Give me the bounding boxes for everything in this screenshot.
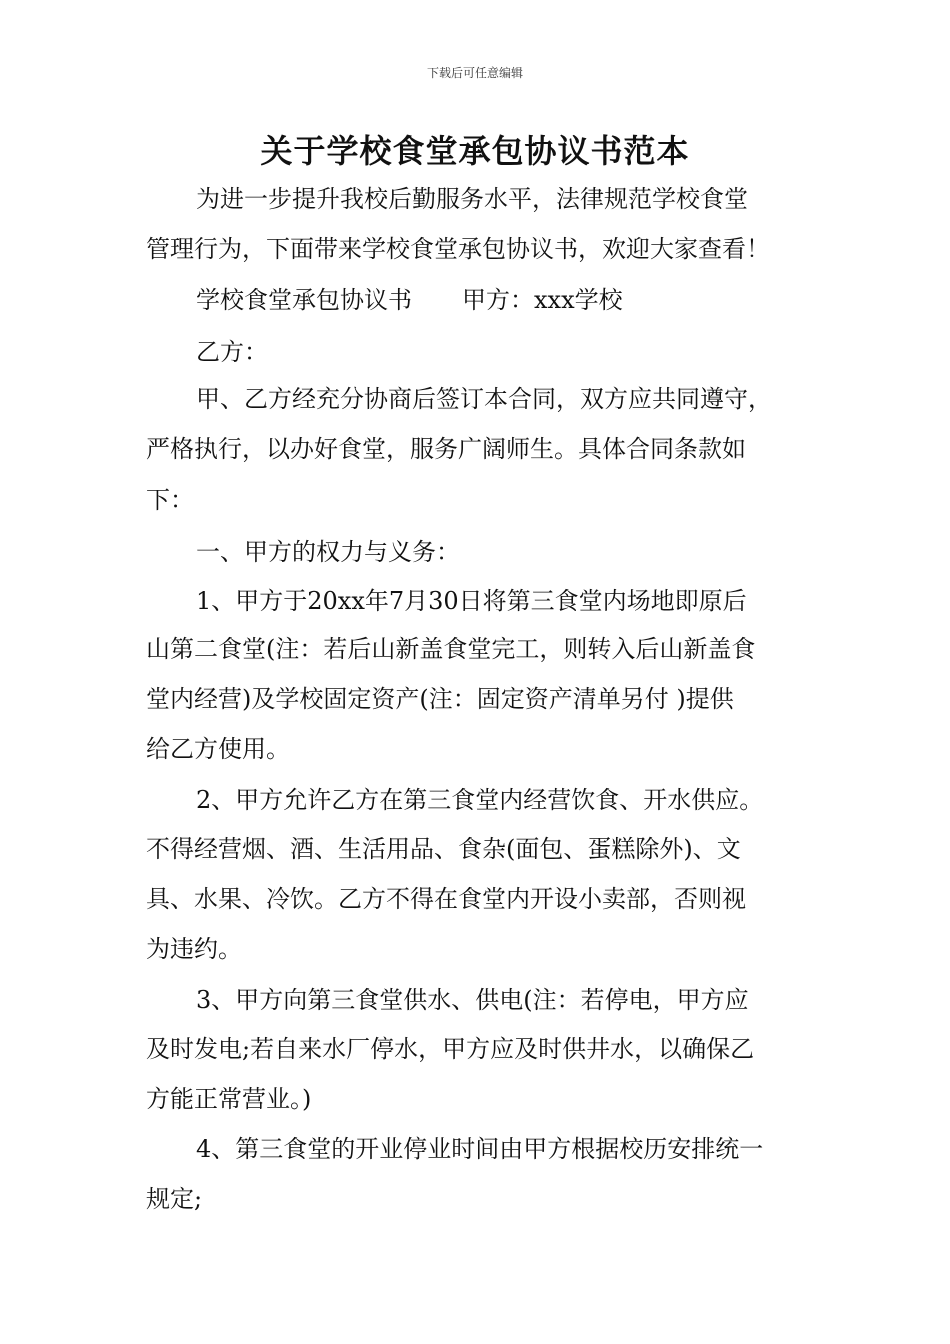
party-a: 甲方：xxx学校 [462,286,623,314]
paragraph-line: 下： [146,486,194,514]
paragraph-line: 及时发电;若自来水厂停水，甲方应及时供井水，以确保乙 [146,1035,755,1063]
paragraph-line [196,283,876,317]
paragraph-line: 2、甲方允许乙方在第三食堂内经营饮食、开水供应。 [196,786,764,814]
paragraph-line: 不得经营烟、酒、生活用品、食杂(面包、蛋糕除外)、文 [146,835,741,863]
paragraph-line: 3、甲方向第三食堂供水、供电(注：若停电，甲方应 [196,986,749,1014]
paragraph-line: 给乙方使用。 [146,735,290,763]
paragraph-line: 具、水果、冷饮。乙方不得在食堂内开设小卖部，否则视 [146,885,746,913]
paragraph-line: 4、第三食堂的开业停业时间由甲方根据校历安排统一 [196,1135,764,1163]
paragraph-line: 方能正常营业。) [146,1085,312,1113]
paragraph-line: 为进一步提升我校后勤服务水平，法律规范学校食堂 [196,185,748,213]
section-heading: 一、甲方的权力与义务： [196,538,460,566]
party-b: 乙方： [196,338,268,366]
paragraph-line: 1、甲方于20xx年7月30日将第三食堂内场地即原后 [196,587,747,615]
paragraph-line: 甲、乙方经充分协商后签订本合同，双方应共同遵守， [196,385,772,413]
paragraph-line: 管理行为，下面带来学校食堂承包协议书，欢迎大家查看！ [146,235,770,263]
paragraph-line: 规定; [146,1185,203,1213]
header-note: 下载后可任意编辑 [426,66,523,80]
paragraph-line: 堂内经营)及学校固定资产(注：固定资产清单另付 )提供 [146,685,734,713]
agreement-name: 学校食堂承包协议书 [196,286,412,314]
paragraph-line: 山第二食堂(注：若后山新盖食堂完工，则转入后山新盖食 [146,635,756,663]
paragraph-line: 为违约。 [146,935,242,963]
paragraph-line: 严格执行，以办好食堂，服务广阔师生。具体合同条款如 [146,435,746,463]
document-title: 关于学校食堂承包协议书范本 [260,132,690,170]
